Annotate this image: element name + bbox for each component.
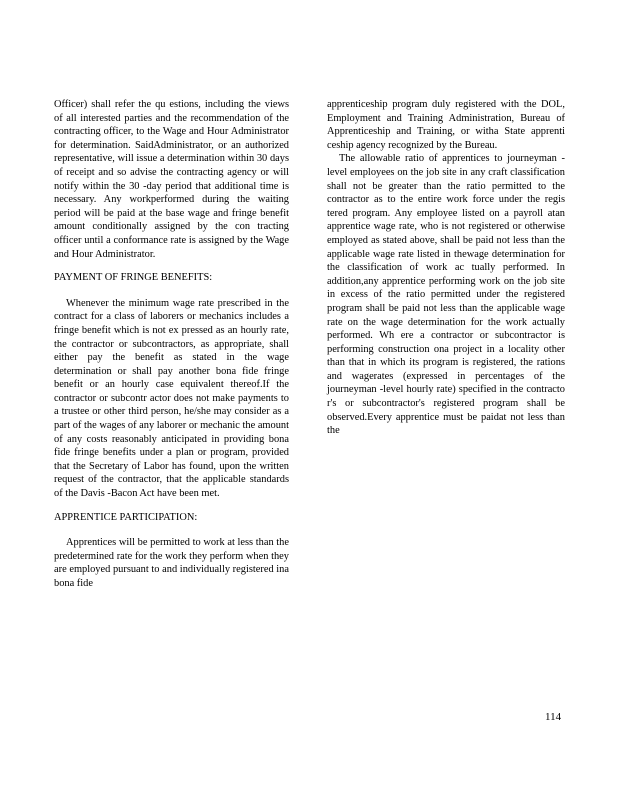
page-number: 114 xyxy=(545,711,562,723)
right-column xyxy=(327,98,565,438)
heading-fringe-benefits: PAYMENT OF FRINGE BENEFITS: xyxy=(54,272,213,284)
paragraph-apprentices: Apprentices will be permitted to work at less than the predetermined rate for the work they perform when they are employed pursuant to and individually registered ina bona fide xyxy=(54,537,289,589)
paragraph-apprenticeship-program: apprenticeship program duly registered with the DOL, Employment and Training Administration, Bureau of Apprenticeship and Training, or witha State apprenti ceship agency recognized by the Bureau. xyxy=(327,99,565,151)
left-column xyxy=(54,98,289,591)
heading-apprentice-participation: APPRENTICE PARTICIPATION: xyxy=(54,511,198,523)
paragraph-conformance: Officer) shall refer the qu estions, including the views of all interested parties and the recommendation of the contracting officer, to the Wage and Hour Administrator for determination. SaidAdministrator, or an authorized representative, will issue a determination within 30 days of receipt and so advise the contracting agency or will notify within the 30 -day period that additional time is necessary. Any workperformed during the waiting period will be paid at the base wage and fringe benefit amount conditionally assigned by the con tracting officer until a conformance rate is assigned by the Wage and Hour Administrator. xyxy=(54,99,289,260)
paragraph-allowable-ratio: The allowable ratio of apprentices to journeyman -level employees on the job site in any craft classification shall not be greater than the ratio permitted to the contractor as to the entire work force under the regis tered program. Any employee listed on a payroll atan apprentice wage rate, who is not registered or otherwise employed as stated above, shall be paid not less than the applicable wage rate listed in thewage determination for the classification of work ac tually performed. In addition,any apprentice performing work on the job site in excess of the ratio permitted under the registered program shall be paid not less than the applicable wage rate on the wage determination for the work actually performed. Wh ere a contractor or subcontractor is performing construction ona project in a locality other than that in which its program is registered, the rations and wagerates (expressed in percentages of the journeyman -level hourly rate) specified in the contracto r's or subcontractor's registered program shall be observed.Every apprentice must be paidat not less than the xyxy=(327,153,565,437)
paragraph-fringe-benefits: Whenever the minimum wage rate prescribed in the contract for a class of laborers or mechanics includes a fringe benefit which is not ex pressed as an hourly rate, the contractor or subcontractors, as appropriate, shall either pay the benefit as stated in the wage determination or shall pay another bona fide fringe benefit or an hourly case equivalent thereof.If the contractor or subcontr actor does not make payments to a trustee or other third person, he/she may consider as a part of the wages of any laborer or mechanic the amount of any costs reasonably anticipated in providing bona fide fringe benefits under a plan or program, provided that the Secretary of Labor has found, upon the written request of the contractor, that the applicable standards of the Davis -Bacon Act have been met. xyxy=(54,297,289,500)
